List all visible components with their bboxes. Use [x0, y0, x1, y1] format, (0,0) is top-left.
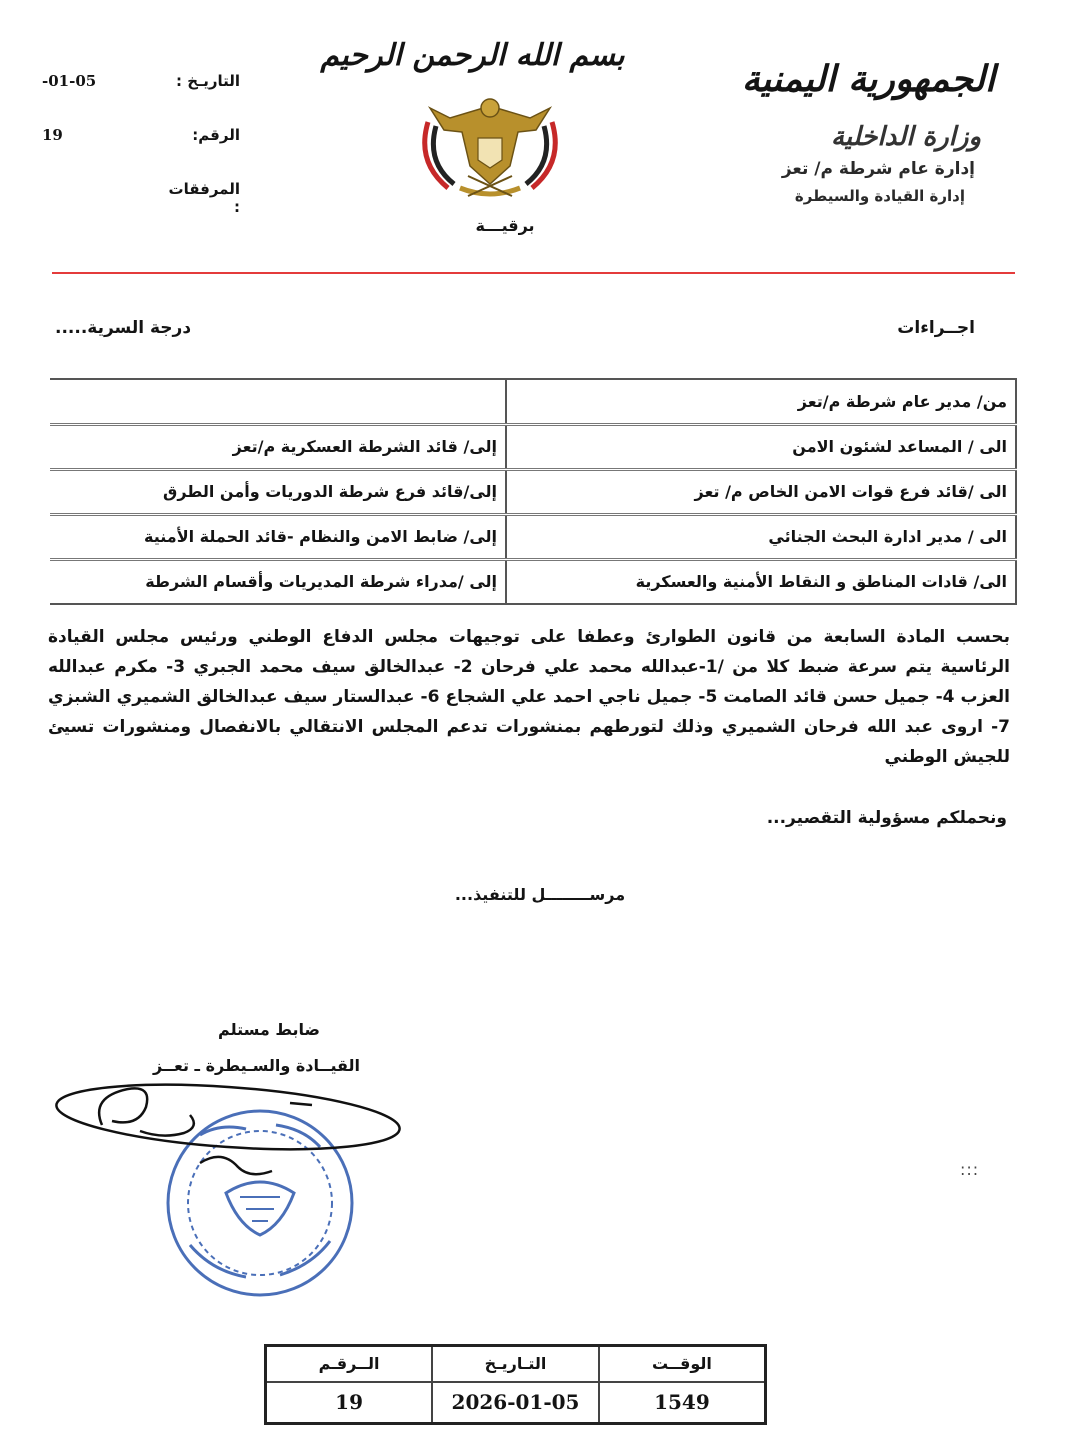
officer-title: ضابط مستلم — [218, 1020, 320, 1039]
ministry-name: وزارة الداخلية — [830, 122, 981, 152]
number-value: 19 — [42, 126, 63, 144]
procedures-label: اجــراءات — [897, 318, 975, 338]
recipient-cell: الى /قائد فرع قوات الامن الخاص م/ تعز — [506, 469, 1016, 514]
document-meta — [40, 72, 240, 234]
number-label: الرقم: — [192, 126, 240, 144]
table-row — [50, 469, 1016, 514]
sender-cell: من/ مدير عام شرطة م/تعز — [506, 379, 1016, 424]
header-divider — [52, 272, 1015, 274]
table-row — [266, 1382, 766, 1424]
eagle-emblem-icon — [410, 92, 570, 204]
recipient-cell: إلى/ ضابط الامن والنظام -قائد الحملة الأمنية — [50, 514, 506, 559]
time-header: الوقــت — [599, 1346, 766, 1382]
trailing-dots: ::: — [960, 1160, 980, 1179]
table-row — [50, 379, 1016, 424]
signature-stamp — [50, 1075, 410, 1305]
sub-department-name: إدارة القيادة والسيطرة — [794, 187, 965, 205]
number-value: 19 — [266, 1382, 433, 1424]
recipient-cell: الى / المساعد لشئون الامن — [506, 424, 1016, 469]
department-name: إدارة عام شرطة م/ تعز — [781, 159, 975, 179]
recipient-cell — [50, 379, 506, 424]
table-row — [50, 559, 1016, 604]
table-row — [50, 514, 1016, 559]
recipient-cell: إلى/قائد فرع شرطة الدوريات وأمن الطرق — [50, 469, 506, 514]
recipient-cell: إلى /مدراء شرطة المديريات وأقسام الشرطة — [50, 559, 506, 604]
recipient-cell: إلى/ قائد الشرطة العسكرية م/تعز — [50, 424, 506, 469]
recipient-cell: الى / مدير ادارة البحث الجنائي — [506, 514, 1016, 559]
ministry-header — [675, 55, 1005, 205]
date-value: -01-05 — [42, 72, 97, 90]
document-type: برقيـــة — [475, 216, 535, 235]
basmala: بسم الله الرحمن الرحيم — [320, 38, 625, 73]
attachments-value — [40, 180, 160, 208]
date-row — [40, 72, 240, 100]
number-header: الــرقـم — [266, 1346, 433, 1382]
date-label: التاريـخ : — [176, 72, 240, 90]
time-value: 1549 — [599, 1382, 766, 1424]
transmission-log-table — [264, 1344, 767, 1425]
date-value: 2026-01-05 — [432, 1382, 599, 1424]
recipients-table — [50, 378, 1017, 605]
number-row — [40, 126, 240, 154]
handwritten-signature-icon — [54, 1075, 401, 1174]
closing-line: ونحملكم مسؤولية التقصير... — [766, 808, 1007, 828]
republic-name: الجمهورية اليمنية — [741, 58, 995, 100]
sent-for-execution: مرســــــــل للتنفيذ... — [454, 885, 626, 904]
receiving-officer — [110, 1012, 360, 1084]
table-row — [50, 424, 1016, 469]
table-row — [266, 1346, 766, 1382]
attachments-label: المرفقات : — [168, 180, 240, 216]
secrecy-level: درجة السرية..... — [55, 318, 192, 338]
date-header: التـاريـخ — [432, 1346, 599, 1382]
body-paragraph: بحسب المادة السابعة من قانون الطوارئ وعطفا على توجيهات مجلس الدفاع الوطني ورئيس مجلس القيادة الرئاسية يتم سرعة ضبط كلا من /1-عبدالله محمد علي فرحان 2- عبدالخالق سيف محمد الجبري 3- مكرم عبدالله العزب 4- جميل حسن قائد الصامت 5- جميل ناجي احمد علي الشجاع 6- عبدالستار سيف عبدالخالق الشميري الشبزي 7- اروى عبد الله فرحان الشميري وذلك لتورطهم بمنشورات تدعم المجلس الانتقالي بالانفصال ومنشورات تسيئ للجيش الوطني — [48, 627, 1011, 767]
attachments-row — [40, 180, 240, 216]
official-stamp-icon — [168, 1111, 352, 1295]
officer-unit: القيــادة والسـيطرة ـ تعــز — [153, 1056, 360, 1075]
recipient-cell: الى/ قادات المناطق و النقاط الأمنية والعسكرية — [506, 559, 1016, 604]
